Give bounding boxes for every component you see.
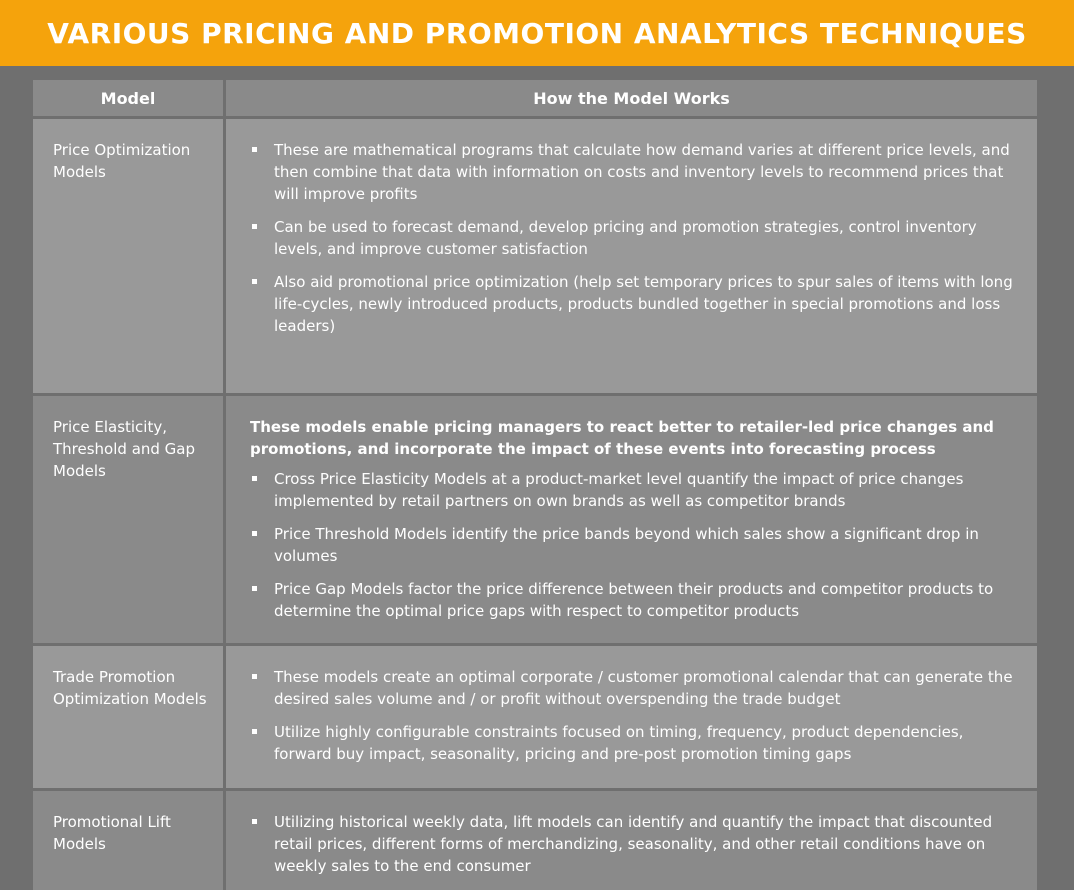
bullet-list <box>250 139 1025 337</box>
bullet-text: Can be used to forecast demand, develop pricing and promotion strategies, control inventory levels, and improve customer satisfaction <box>274 218 977 258</box>
bullet-text: Utilize highly configurable constraints focused on timing, frequency, product dependencies, forward buy impact, seasonality, pricing and pre-post promotion timing gaps <box>274 723 964 763</box>
bullet-icon <box>252 586 257 591</box>
model-description <box>226 646 1037 788</box>
bullet-text: These models create an optimal corporate / customer promotional calendar that can generate the desired sales volume and / or profit without overspending the trade budget <box>274 668 1013 708</box>
bullet-list <box>250 666 1025 765</box>
bullet-icon <box>252 147 257 152</box>
page-title: VARIOUS PRICING AND PROMOTION ANALYTICS TECHNIQUES <box>47 16 1027 50</box>
column-header-model: Model <box>33 80 223 116</box>
list-item <box>250 523 1025 567</box>
bullet-icon <box>252 224 257 229</box>
column-header-how: How the Model Works <box>226 80 1037 116</box>
table-row <box>33 646 1037 788</box>
bullet-text: Price Gap Models factor the price difference between their products and competitor products to determine the optimal price gaps with respect to competitor products <box>274 580 994 620</box>
techniques-table <box>33 80 1037 890</box>
bullet-icon <box>252 819 257 824</box>
title-banner <box>0 0 1074 66</box>
lead-text: These models enable pricing managers to react better to retailer-led price changes and promotions, and incorporate the impact of these events into forecasting process <box>250 418 994 458</box>
list-item <box>250 468 1025 512</box>
bullet-text: Utilizing historical weekly data, lift models can identify and quantify the impact that discounted retail prices, different forms of merchandizing, seasonality, and other retail conditions have on weekly sales to the end consumer <box>274 813 993 875</box>
table-row <box>33 119 1037 393</box>
bullet-list <box>250 468 1025 622</box>
bullet-icon <box>252 476 257 481</box>
model-description <box>226 119 1037 393</box>
bullet-text: Price Threshold Models identify the price bands beyond which sales show a significant drop in volumes <box>274 525 979 565</box>
bullet-icon <box>252 729 257 734</box>
list-item <box>250 216 1025 260</box>
list-item <box>250 578 1025 622</box>
model-description <box>226 791 1037 890</box>
bullet-icon <box>252 279 257 284</box>
list-item <box>250 811 1025 877</box>
bullet-text: Cross Price Elasticity Models at a product-market level quantify the impact of price changes implemented by retail partners on own brands as well as competitor brands <box>274 470 964 510</box>
model-name: Price Elasticity, Threshold and Gap Models <box>33 396 223 643</box>
bullet-list <box>250 811 1025 877</box>
model-name: Trade Promotion Optimization Models <box>33 646 223 788</box>
bullet-text: Also aid promotional price optimization (help set temporary prices to spur sales of items with long life-cycles, newly introduced products, products bundled together in special promotions and loss leaders) <box>274 273 1013 335</box>
model-name: Promotional Lift Models <box>33 791 223 890</box>
bullet-text: These are mathematical programs that calculate how demand varies at different price levels, and then combine that data with information on costs and inventory levels to recommend prices that will improve profits <box>274 141 1010 203</box>
table-header-row <box>33 80 1037 116</box>
list-item <box>250 666 1025 710</box>
list-item <box>250 139 1025 205</box>
model-name: Price Optimization Models <box>33 119 223 393</box>
table-row <box>33 791 1037 890</box>
bullet-icon <box>252 674 257 679</box>
list-item <box>250 271 1025 337</box>
list-item <box>250 721 1025 765</box>
table-row <box>33 396 1037 643</box>
model-description <box>226 396 1037 643</box>
bullet-icon <box>252 531 257 536</box>
